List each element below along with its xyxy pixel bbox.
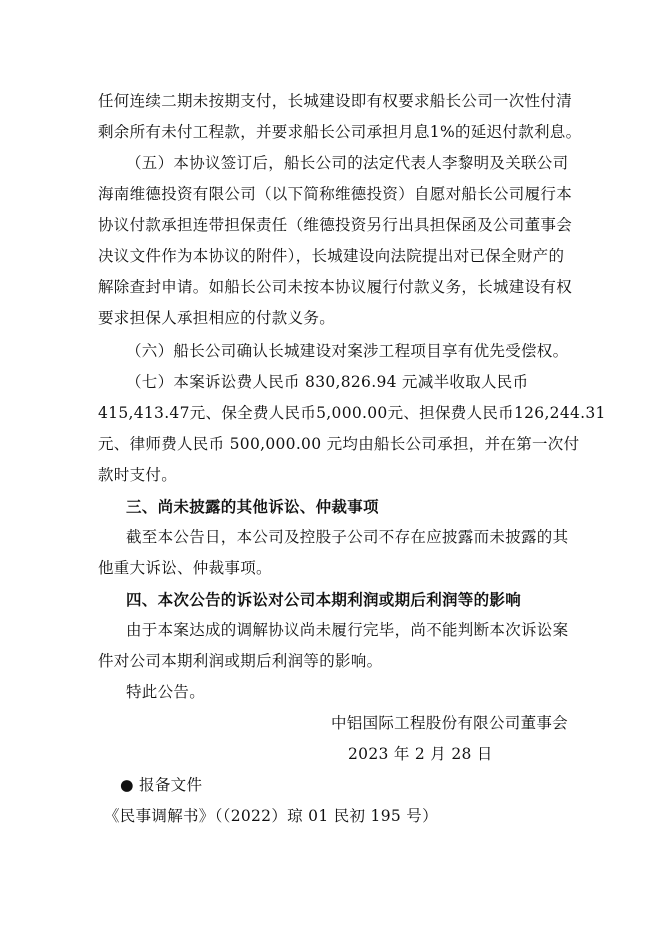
paragraph-line: 剩余所有未付工程款，并要求船长公司承担月息1%的延迟付款利息。	[98, 123, 582, 141]
clause-7-line: （七）本案诉讼费人民币 830,826.94 元减半收取人民币	[126, 373, 529, 391]
clause-5-line: 决议文件作为本协议的附件），长城建设向法院提出对已保全财产的	[98, 247, 565, 265]
clause-7-line: 415,413.47元、保全费人民币5,000.00元、担保费人民币126,244.31	[98, 404, 606, 422]
clause-5-line: 要求担保人承担相应的付款义务。	[98, 309, 336, 327]
clause-5-line: （五）本协议签订后，船长公司的法定代表人李黎明及关联公司	[126, 154, 569, 172]
section-3-line: 他重大诉讼、仲裁事项。	[98, 559, 272, 577]
clause-5-line: 解除查封申请。如船长公司未按本协议履行付款义务，长城建设有权	[98, 278, 573, 296]
clause-5-line: 协议付款承担连带担保责任（维德投资另行出具担保函及公司董事会	[98, 216, 573, 234]
clause-5-line: 海南维德投资有限公司（以下简称维德投资）自愿对船长公司履行本	[98, 185, 573, 203]
attachments-title: ● 报备文件	[120, 776, 203, 794]
section-heading-4: 四、本次公告的诉讼对公司本期利润或期后利润等的影响	[126, 590, 522, 609]
section-heading-3: 三、尚未披露的其他诉讼、仲裁事项	[126, 497, 379, 516]
section-3-line: 截至本公告日，本公司及控股子公司不存在应披露而未披露的其	[126, 528, 569, 546]
closing-statement: 特此公告。	[126, 683, 206, 701]
clause-7-line: 元、律师费人民币 500,000.00 元均由船长公司承担，并在第一次付	[98, 435, 580, 453]
attachment-item: 《民事调解书》（（2022）琼 01 民初 195 号）	[104, 807, 438, 825]
section-4-line: 由于本案达成的调解协议尚未履行完毕，尚不能判断本次诉讼案	[126, 621, 569, 639]
clause-6-line: （六）船长公司确认长城建设对案涉工程项目享有优先受偿权。	[126, 342, 569, 360]
clause-7-line: 款时支付。	[98, 466, 178, 484]
paragraph-line: 任何连续二期未按期支付，长城建设即有权要求船长公司一次性付清	[98, 92, 573, 110]
document-body	[98, 86, 606, 832]
section-4-line: 件对公司本期利润或期后利润等的影响。	[98, 652, 383, 670]
signature: 中铝国际工程股份有限公司董事会	[330, 714, 568, 732]
date: 2023 年 2 月 28 日	[348, 745, 493, 763]
